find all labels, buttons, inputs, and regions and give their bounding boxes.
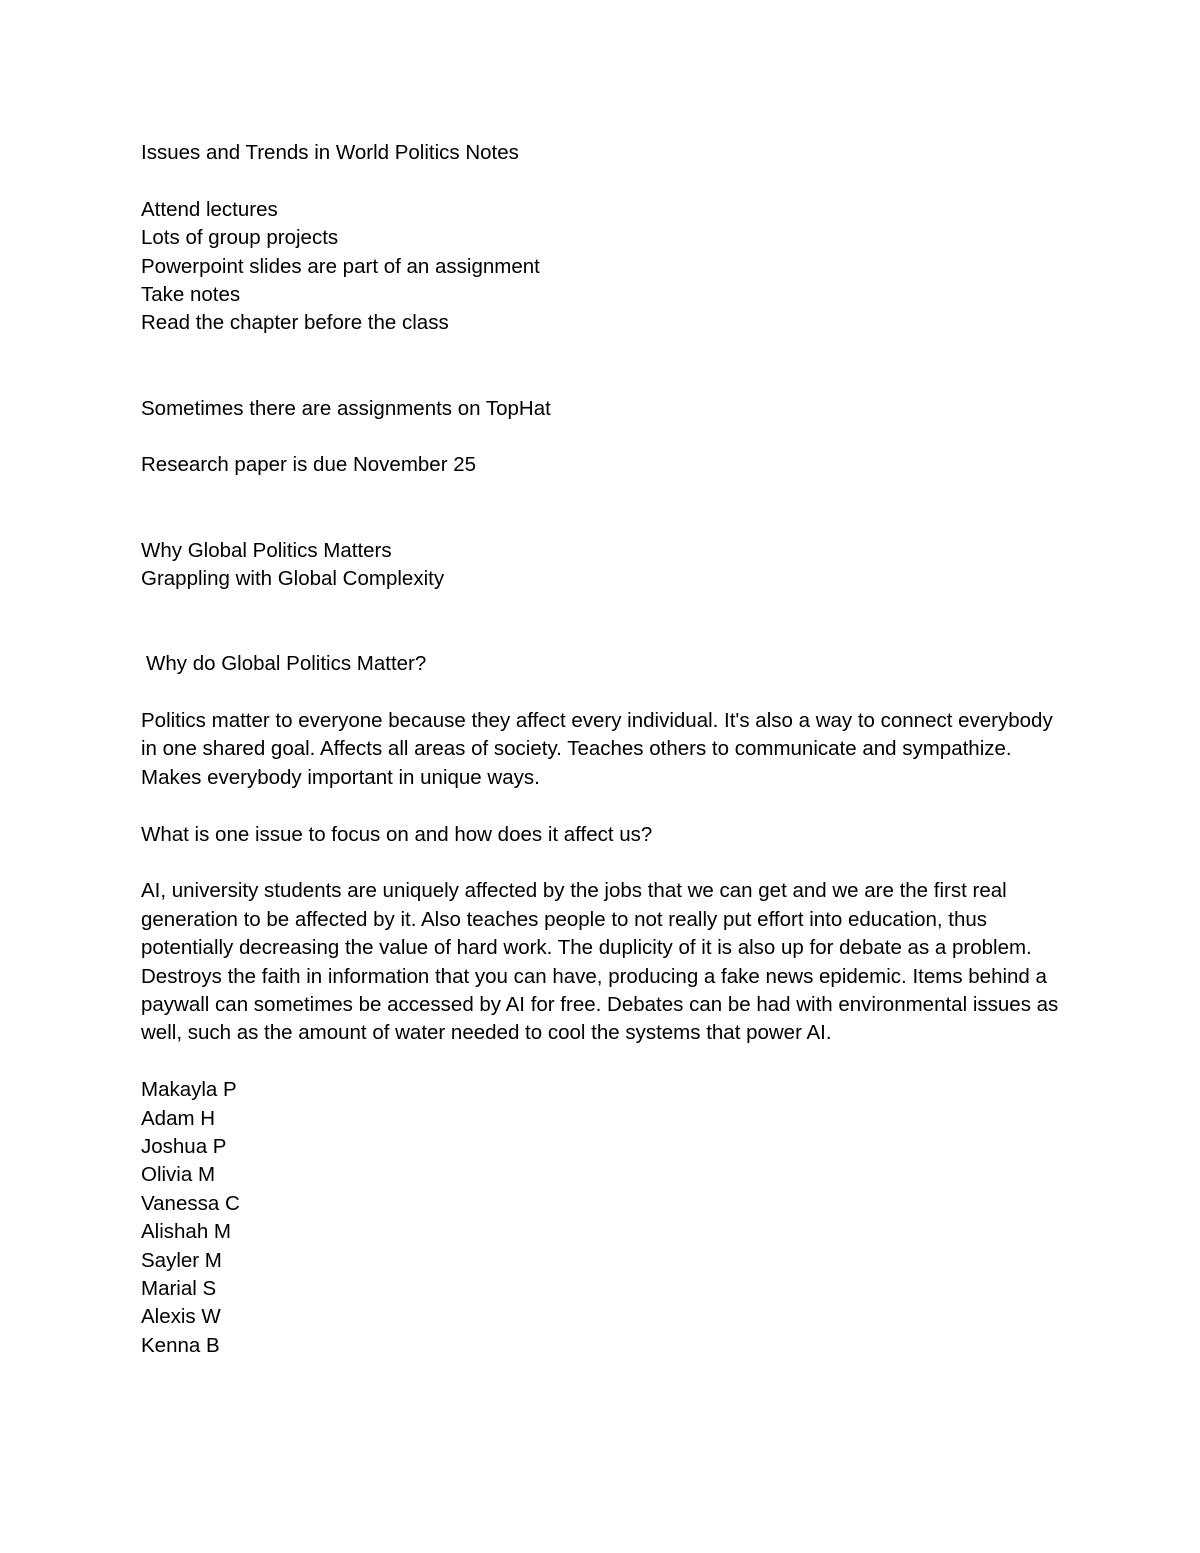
note-item: Read the chapter before the class (141, 311, 449, 335)
name-item: Alishah M (141, 1220, 232, 1244)
tophat-note: Sometimes there are assignments on TopHat (141, 396, 551, 420)
answer-paragraph: AI, university students are uniquely affected by the jobs that we can get and we are the first real generation to be affected by it. Also teaches people to not really put effort into education, thus potentially decreasing the value of hard work. The duplicity of it is also up for debate as a problem. Destroys the faith in information that you can have, producing a fake news epidemic. Items behind a paywall can sometimes be accessed by AI for free. Debates can be had with environmental issues as well, such as the amount of water needed to cool the systems that power AI. (141, 879, 1059, 1045)
notes-list (141, 196, 1071, 338)
answer-paragraph: Politics matter to everyone because they affect every individual. It's also a way to connect everybody in one shared goal. Affects all areas of society. Teaches others to communicate and sympathize. Makes everybody important in unique ways. (141, 708, 1053, 789)
topic-item: Grappling with Global Complexity (141, 567, 445, 590)
spacer (141, 622, 1071, 650)
topics-list (141, 537, 1071, 594)
name-item: Joshua P (141, 1135, 227, 1159)
spacer (141, 792, 1071, 820)
spacer (141, 167, 1071, 195)
note-item: Powerpoint slides are part of an assignment (141, 254, 540, 278)
name-item: Marial S (141, 1277, 217, 1301)
name-item: Adam H (141, 1106, 216, 1130)
note-item: Attend lectures (141, 197, 278, 221)
spacer (141, 338, 1071, 366)
topic-item: Why Global Politics Matters (141, 538, 392, 562)
spacer (141, 423, 1071, 451)
spacer (141, 480, 1071, 508)
name-item: Kenna B (141, 1333, 220, 1357)
name-item: Alexis W (141, 1305, 221, 1329)
spacer (141, 366, 1071, 394)
name-item: Olivia M (141, 1163, 216, 1187)
spacer (141, 679, 1071, 707)
name-item: Makayla P (141, 1078, 237, 1102)
name-item: Sayler M (141, 1248, 222, 1272)
due-note: Research paper is due November 25 (141, 453, 477, 477)
question-heading: Why do Global Politics Matter? (146, 652, 427, 676)
note-item: Lots of group projects (141, 226, 339, 250)
name-item: Vanessa C (141, 1191, 240, 1215)
spacer (141, 593, 1071, 621)
spacer (141, 508, 1071, 536)
spacer (141, 849, 1071, 877)
spacer (141, 1048, 1071, 1076)
document-title: Issues and Trends in World Politics Notes (141, 141, 519, 164)
document-body (141, 139, 1071, 1360)
question-heading: What is one issue to focus on and how does it affect us? (141, 822, 653, 846)
names-list (141, 1076, 1071, 1360)
note-item: Take notes (141, 283, 241, 307)
